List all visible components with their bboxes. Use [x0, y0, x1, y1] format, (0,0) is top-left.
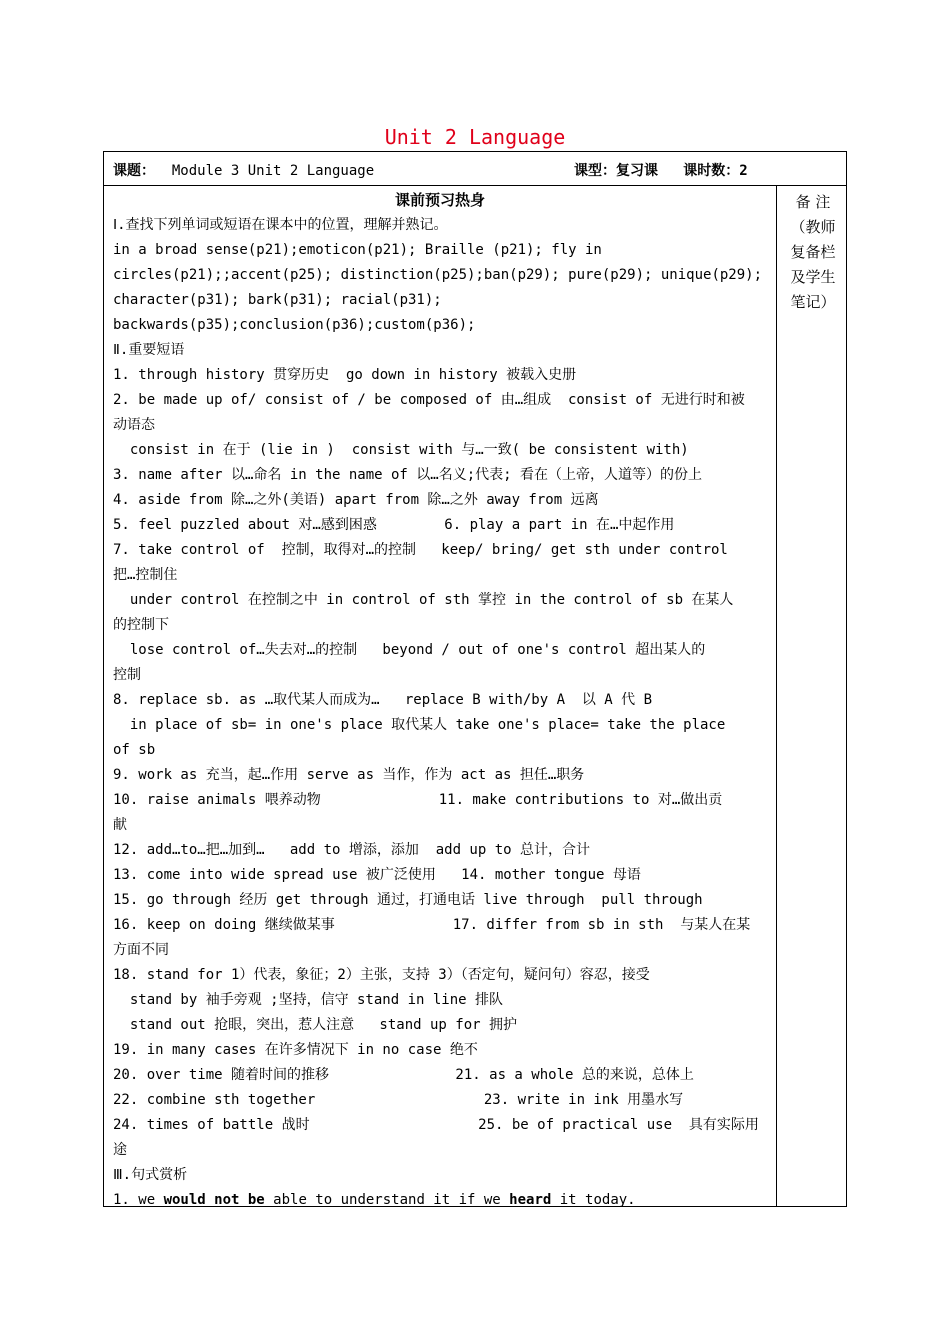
content-line: 13. come into wide spread use 被广泛使用 14. mother tongue 母语: [113, 867, 641, 883]
header-row: [104, 152, 846, 186]
content-line: 22. combine sth together 23. write in ink 用墨水写: [113, 1092, 684, 1108]
content-line: 20. over time 随着时间的推移 21. as a whole 总的来说，总体上: [113, 1067, 694, 1083]
type-label: 课型：复习课: [574, 163, 658, 179]
content-line: 5. feel puzzled about 对…感到困惑 6. play a part in 在…中起作用: [113, 517, 675, 533]
content-line: 8. replace sb. as …取代某人而成为… replace B with/by A 以 A 代 B: [113, 692, 653, 708]
content-line: 途: [113, 1142, 127, 1158]
topic-cell: [113, 160, 374, 180]
main-content-cell: [104, 186, 777, 1206]
content-line: Ⅰ.查找下列单词或短语在课本中的位置，理解并熟记。: [113, 217, 448, 233]
text-fragment: able to understand it if we: [264, 1192, 510, 1208]
content-line: of sb: [113, 742, 156, 758]
content-line: in a broad sense(p21);emoticon(p21); Braille (p21); fly in: [113, 242, 602, 258]
content-line: circles(p21);;accent(p25); distinction(p25);ban(p29); pure(p29); unique(p29);: [113, 267, 763, 283]
content-line: 3. name after 以…命名 in the name of 以…名义;代表; 看在（上帝，人道等）的份上: [113, 467, 703, 483]
content-line: backwards(p35);conclusion(p36);custom(p36);: [113, 317, 476, 333]
topic-value: Module 3 Unit 2 Language: [171, 163, 375, 179]
content-line: consist in 在于 (lie in ) consist with 与…一致( be consistent with): [113, 442, 689, 458]
content-line: stand by 袖手旁观 ;坚持，信守 stand in line 排队: [113, 992, 504, 1008]
bold-fragment: heard: [509, 1192, 552, 1208]
content-line: 2. be made up of/ consist of / be composed of 由…组成 consist of 无进行时和被: [113, 392, 745, 408]
text-fragment: 1. we: [113, 1192, 164, 1208]
content-line: 16. keep on doing 继续做某事 17. differ from sb in sth 与某人在某: [113, 917, 751, 933]
content-line: character(p31); bark(p31); racial(p31);: [113, 292, 442, 308]
bold-fragment: would not be: [163, 1192, 265, 1208]
page-title: Unit 2 Language: [384, 125, 566, 149]
content-line: 18. stand for 1）代表，象征；2）主张，支持 3）（否定句，疑问句）容忍，接受: [113, 967, 650, 983]
content-line: 24. times of battle 战时 25. be of practical use 具有实际用: [113, 1117, 759, 1133]
sentence-example-line: [113, 1188, 769, 1213]
content-line: Ⅲ.句式赏析: [113, 1167, 188, 1183]
content-line: 控制: [113, 667, 141, 683]
content-line: lose control of…失去对…的控制 beyond / out of one's control 超出某人的: [113, 642, 706, 658]
topic-label: 课题：: [113, 163, 155, 179]
content-line: 15. go through 经历 get through 通过，打通电话 live through pull through: [113, 892, 703, 908]
content-line: Ⅱ.重要短语: [113, 342, 185, 358]
content-line: 19. in many cases 在许多情况下 in no case 绝不: [113, 1042, 478, 1058]
content-line: 12. add…to…把…加到… add to 增添，添加 add up to 总计，合计: [113, 842, 591, 858]
content-line: 4. aside from 除…之外(美语) apart from 除…之外 away from 远离: [113, 492, 599, 508]
content-line: in place of sb= in one's place 取代某人 take one's place= take the place: [113, 717, 726, 733]
section-title: 课前预习热身: [394, 191, 485, 209]
text-fragment: it today.: [551, 1192, 636, 1208]
content-line: stand out 抢眼，突出，惹人注意 stand up for 拥护: [113, 1017, 518, 1033]
content-line: 1. through history 贯穿历史 go down in history 被载入史册: [113, 367, 577, 383]
hours-label: 课时数：2: [683, 163, 748, 179]
content-line: 把…控制住: [113, 567, 178, 583]
content-line: 方面不同: [113, 942, 169, 958]
content-line: 9. work as 充当，起…作用 serve as 当作，作为 act as 担任…职务: [113, 767, 585, 783]
content-line: 10. raise animals 喂养动物 11. make contributions to 对…做出贡: [113, 792, 723, 808]
content-line: 动语态: [113, 417, 155, 433]
lesson-table: [103, 151, 847, 1207]
notes-column: [777, 186, 846, 1206]
content-line: 的控制下: [113, 617, 169, 633]
content-lines: [113, 213, 769, 1213]
type-cell: [574, 160, 748, 180]
notes-label: 备 注（教师复备栏及学生笔记）: [790, 193, 836, 311]
content-line: 献: [113, 817, 127, 833]
content-line: under control 在控制之中 in control of sth 掌控 in the control of sb 在某人: [113, 592, 734, 608]
content-line: 7. take control of 控制，取得对…的控制 keep/ bring/ get sth under control: [113, 542, 728, 558]
